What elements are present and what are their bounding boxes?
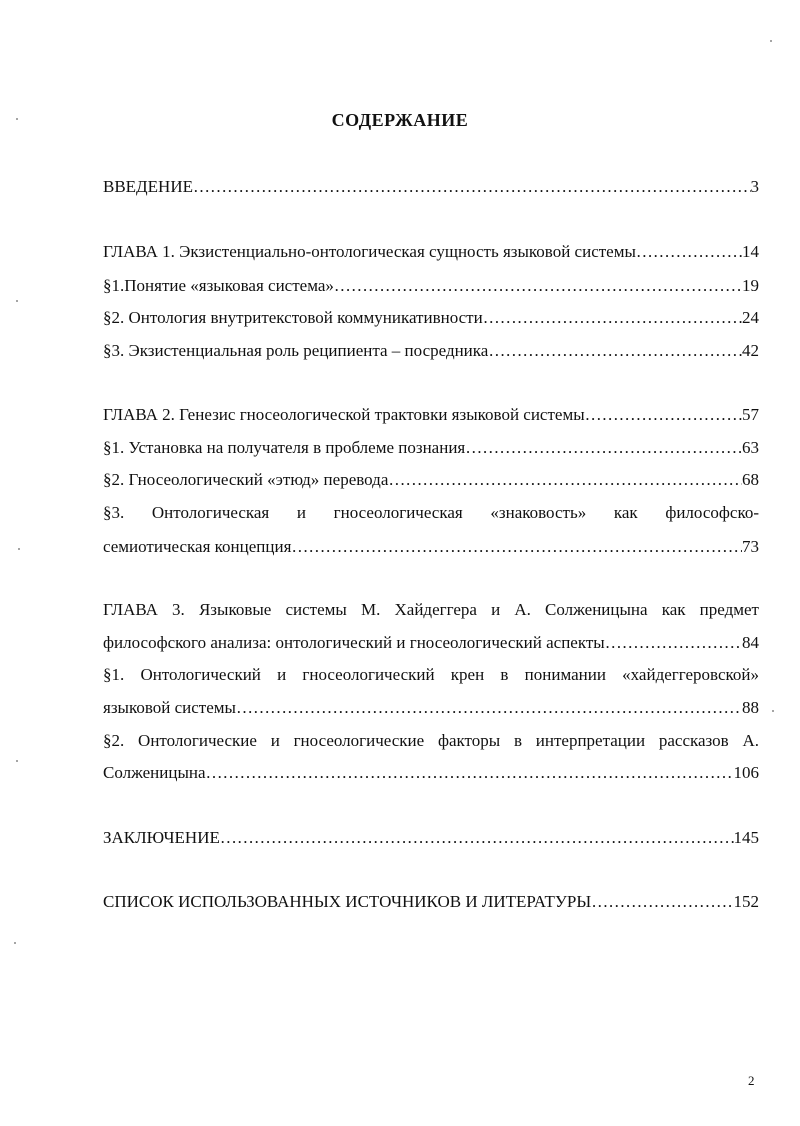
toc-entry-title: семиотическая концепция [103, 537, 292, 556]
leader-dots [388, 469, 742, 491]
scan-speck [14, 942, 16, 944]
toc-entry-sources [103, 891, 759, 913]
leader-dots [206, 762, 734, 784]
toc-entry-title: §3. Экзистенциальная роль реципиента – посредника [103, 341, 489, 360]
page-number: 2 [748, 1073, 755, 1088]
toc-entry-title: §2. Гносеологический «этюд» перевода [103, 470, 389, 489]
leader-dots [483, 307, 742, 329]
toc-entry-title: ГЛАВА 1. Экзистенциально-онтологическая сущность языковой системы [103, 242, 636, 261]
toc-entry-title: ГЛАВА 2. Генезис гносеологической трактовки языковой системы [103, 405, 585, 424]
toc-entry-ch1-section-1 [103, 275, 759, 297]
scan-speck [16, 300, 18, 302]
toc-entry-page: 152 [733, 892, 759, 911]
toc-entry-chapter-2 [103, 404, 759, 426]
toc-entry-page: 84 [742, 633, 759, 652]
toc-entry-conclusion [103, 827, 759, 849]
toc-entry-page: 63 [742, 438, 759, 457]
scan-speck [18, 548, 20, 550]
toc-entry-page: 73 [742, 537, 759, 556]
toc-entry-title: ВВЕДЕНИЕ [103, 177, 193, 196]
toc-entry-ch3-section-1 [103, 697, 759, 719]
toc-entry-ch3-section-2-first-line: §2. Онтологические и гносеологические факторы в интерпретации рассказов А. [103, 731, 759, 750]
toc-entry-chapter-3-first-line: ГЛАВА 3. Языковые системы М. Хайдеггера и А. Солженицына как предмет [103, 600, 759, 619]
leader-dots [291, 536, 742, 558]
toc-entry-ch3-section-2 [103, 762, 759, 784]
leader-dots [220, 827, 734, 849]
toc-entry-page: 19 [742, 276, 759, 295]
toc-entry-ch1-section-3 [103, 340, 759, 362]
toc-entry-title: языковой системы [103, 698, 236, 717]
leader-dots [636, 241, 742, 263]
toc-entry-ch3-section-1-first-line: §1. Онтологический и гносеологический крен в понимании «хайдеггеровской» [103, 665, 759, 684]
toc-entry-page: 88 [742, 698, 759, 717]
toc-entry-title: §1.Понятие «языковая система» [103, 276, 334, 295]
leader-dots [465, 437, 742, 459]
leader-dots [591, 891, 733, 913]
toc-entry-title: Солженицына [103, 763, 206, 782]
toc-entry-chapter-1 [103, 241, 759, 263]
toc-entry-title: философского анализа: онтологический и гносеологический аспекты [103, 633, 605, 652]
scan-speck [770, 40, 772, 42]
leader-dots [236, 697, 742, 719]
toc-entry-title: §2. Онтология внутритекстовой коммуникативности [103, 308, 483, 327]
toc-entry-page: 106 [733, 763, 759, 782]
toc-entry-page: 42 [742, 341, 759, 360]
toc-entry-title: §1. Установка на получателя в проблеме познания [103, 438, 466, 457]
toc-entry-page: 3 [750, 177, 759, 196]
toc-entry-ch1-section-2 [103, 307, 759, 329]
toc-entry-chapter-3 [103, 632, 759, 654]
toc-entry-ch2-section-2 [103, 469, 759, 491]
leader-dots [605, 632, 742, 654]
scan-speck [16, 118, 18, 120]
scan-speck [772, 710, 774, 712]
leader-dots [585, 404, 742, 426]
leader-dots [193, 176, 751, 198]
leader-dots [334, 275, 742, 297]
scan-speck [16, 760, 18, 762]
toc-entry-page: 24 [742, 308, 759, 327]
toc-entry-page: 57 [742, 405, 759, 424]
toc-entry-ch2-section-1 [103, 437, 759, 459]
toc-entry-ch2-section-3-first-line: §3. Онтологическая и гносеологическая «знаковость» как философско- [103, 503, 759, 522]
page-title: СОДЕРЖАНИЕ [331, 110, 469, 130]
toc-entry-page: 145 [733, 828, 759, 847]
toc-entry-intro [103, 176, 759, 198]
toc-entry-ch2-section-3 [103, 536, 759, 558]
leader-dots [488, 340, 742, 362]
toc-entry-title: СПИСОК ИСПОЛЬЗОВАННЫХ ИСТОЧНИКОВ И ЛИТЕРАТУРЫ [103, 892, 592, 911]
toc-entry-page: 68 [742, 470, 759, 489]
toc-entry-page: 14 [742, 242, 759, 261]
toc-entry-title: ЗАКЛЮЧЕНИЕ [103, 828, 220, 847]
